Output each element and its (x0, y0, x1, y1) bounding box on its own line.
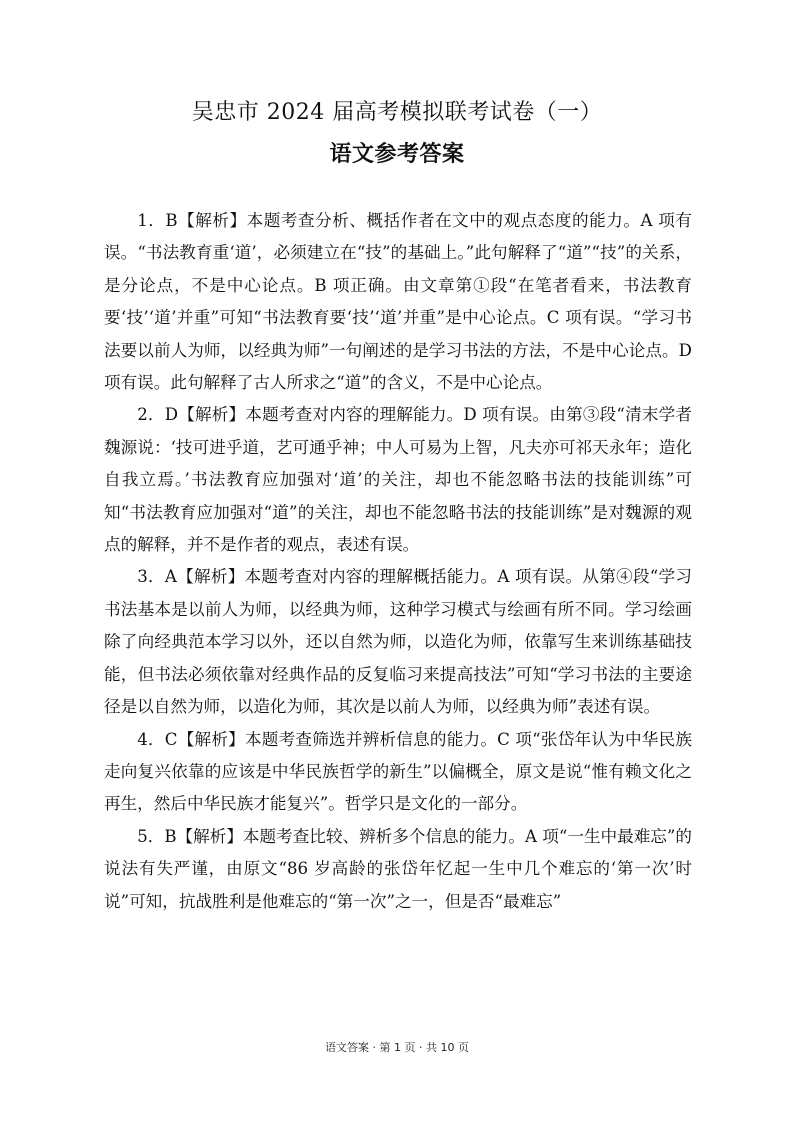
answer-item-2 (104, 399, 692, 561)
answer-text: 【解析】本题考查对内容的理解概括能力。A 项有误。从第④段“学习书法基本是以前人为师，以经典为师，这种学习模式与绘画有所不同。学习绘画除了向经典范本学习以外，还以自然为师，以造化为师，依靠写生来训练基础技能，但书法必须依靠对经典作品的反复临习来提高技法”可知“学习书法的主要途径是以自然为师，以造化为师，其次是以前人为师，以经典为师”表述有误。 (104, 567, 692, 717)
answer-item-3 (104, 561, 692, 723)
answer-item-5 (104, 821, 692, 918)
answer-number: 3．A (137, 567, 177, 587)
answer-item-1 (104, 205, 692, 399)
answer-number: 1．B (137, 211, 178, 230)
answer-item-4 (104, 724, 692, 821)
answer-body (104, 205, 692, 918)
answer-text: 【解析】本题考查分析、概括作者在文中的观点态度的能力。A 项有误。“书法教育重‘道’，必须建立在“技”的基础上。”此句解释了“道”“技”的关系，是分论点，不是中心论点。B 项正确。由文章第①段“在笔者看来，书法教育要‘技’‘道’并重”可知“书法教育要‘技’‘道’并重”是中心论点。C 项有误。“学习书法要以前人为师，以经典为师”一句阐述的是学习书法的方法，不是中心论点。D 项有误。此句解释了古人所求之“道”的含义，不是中心论点。 (104, 211, 692, 393)
page-subtitle: 语文参考答案 (329, 141, 465, 167)
page-footer: 语文答案 · 第 1 页 · 共 10 页 (325, 1041, 469, 1054)
answer-text: 【解析】本题考查筛选并辨析信息的能力。C 项“张岱年认为中华民族走向复兴依靠的应该是中华民族哲学的新生”以偏概全，原文是说“惟有赖文化之再生，然后中华民族才能复兴”。哲学只是文化的一部分。 (104, 729, 692, 814)
page-title: 吴忠市 2024 届高考模拟联考试卷（一） (191, 100, 603, 125)
answer-number: 5．B (137, 826, 177, 846)
answer-text: 【解析】本题考查比较、辨析多个信息的能力。A 项“一生中最难忘”的说法有失严谨，由原文“86 岁高龄的张岱年忆起一生中几个难忘的‘第一次’时说”可知，抗战胜利是他难忘的“第一次”之一，但是否“最难忘” (104, 826, 692, 911)
answer-number: 4．C (137, 729, 178, 749)
answer-text: 【解析】本题考查对内容的理解能力。D 项有误。由第③段“清末学者魏源说：‘技可进乎道，艺可通乎神；中人可易为上智，凡夫亦可祁天永年；造化自我立焉。’书法教育应加强对‘道’的关注，却也不能忽略书法的技能训练”可知“书法教育应加强对“道”的关注，却也不能忽略书法的技能训练”是对魏源的观点的解释，并不是作者的观点，表述有误。 (104, 405, 692, 555)
answer-number: 2．D (137, 405, 179, 425)
